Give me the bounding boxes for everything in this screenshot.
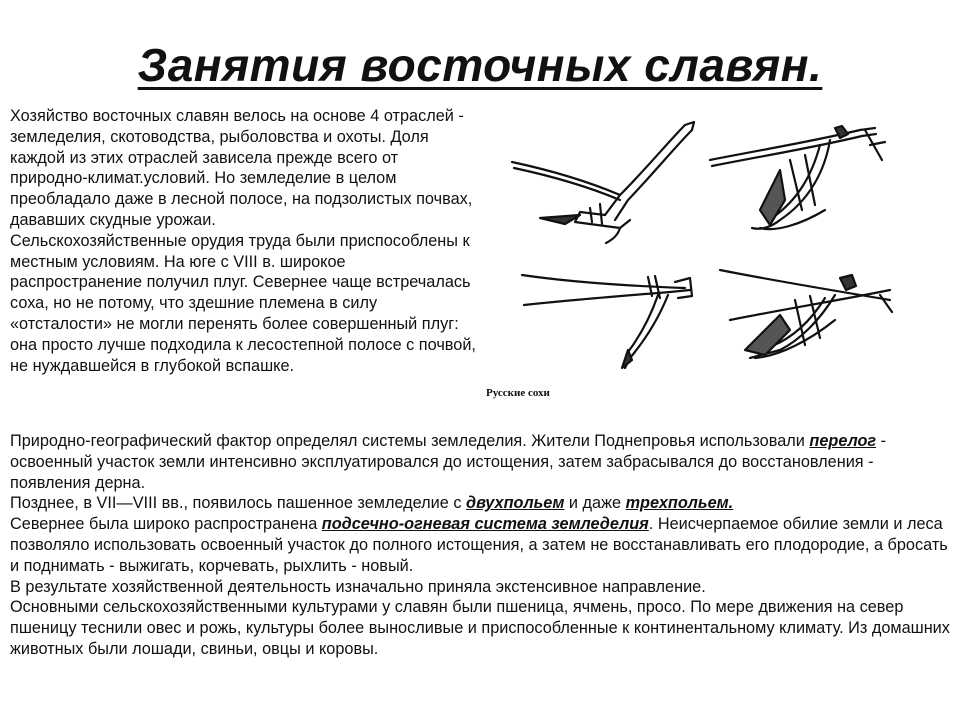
paragraph-economy: Хозяйство восточных славян велось на основе 4 отраслей - земледелия, скотоводства, рыболовства и охоты. Доля каждой из этих отраслей зависела прежде всего от природно-климат.условий. Но земледелие в целом преобладало даже в лесной полосе, на подзолистых почвах, дававших скудные урожаи. — [10, 107, 473, 229]
text-span: . Неисчерпаемое обилие земли и леса позволяло использовать освоенный участок до полного истощения, а затем не восстанавливать его плодородие, а бросать и поднимать - выжигать, корчевать, рыхлить - новый. — [10, 515, 948, 575]
term-two-field: двухпольем — [466, 494, 565, 513]
page-title: Занятия восточных славян. — [137, 39, 823, 91]
plow-top-left-icon — [512, 122, 694, 243]
paragraph-extensive: В результате хозяйственной деятельность изначально приняла экстенсивное направление. — [10, 577, 706, 596]
paragraph-crops-livestock: Основными сельскохозяйственными культурами у славян были пшеница, ячмень, просо. По мере движения на север пшеницу теснили овес и рожь, культуры более выносливые и приспособленные к континентальному климату. Из домашних животных были лошади, свиньи, овцы и коровы. — [10, 598, 950, 658]
plow-bottom-right-icon — [720, 270, 892, 358]
plow-illustrations-icon — [480, 100, 940, 420]
text-span: и даже — [564, 494, 626, 513]
paragraph-arable-farming — [10, 493, 950, 514]
text-span: - освоенный участок земли интенсивно эксплуатировался до истощения, затем забрасывался до восстановления - появления дерна. — [10, 432, 887, 492]
text-span: Севернее была широко распространена — [10, 515, 322, 534]
intro-column-text — [10, 106, 480, 376]
text-span: Природно-географический фактор определял системы земледелия. Жители Поднепровья использовали — [10, 432, 810, 450]
paragraph-tools: Сельскохозяйственные орудия труда были приспособлены к местным условиям. На юге с VIII в. широкое распространение получил плуг. Севернее чаще встречалась соха, но не потому, что здешние племена в силу «отсталости» не могли перенять более совершенный плуг: она просто лучше подходила к лесостепной полосе с почвой, не нуждавшейся в глубокой вспашке. — [10, 231, 476, 375]
figure-caption: Русские сохи — [486, 387, 550, 399]
text-span: Позднее, в VII—VIII вв., появилось пашенное земледелие с — [10, 494, 467, 513]
term-perelog: перелог — [809, 432, 877, 450]
term-slash-and-burn: подсечно-огневая система земледелия — [321, 515, 649, 534]
paragraph-farming-systems — [10, 431, 950, 493]
paragraph-slash-and-burn — [10, 514, 950, 576]
plow-top-right-icon — [710, 126, 885, 229]
term-three-field: трехпольем. — [625, 494, 734, 513]
plow-bottom-left-icon — [522, 275, 692, 368]
main-body-text — [10, 431, 950, 660]
